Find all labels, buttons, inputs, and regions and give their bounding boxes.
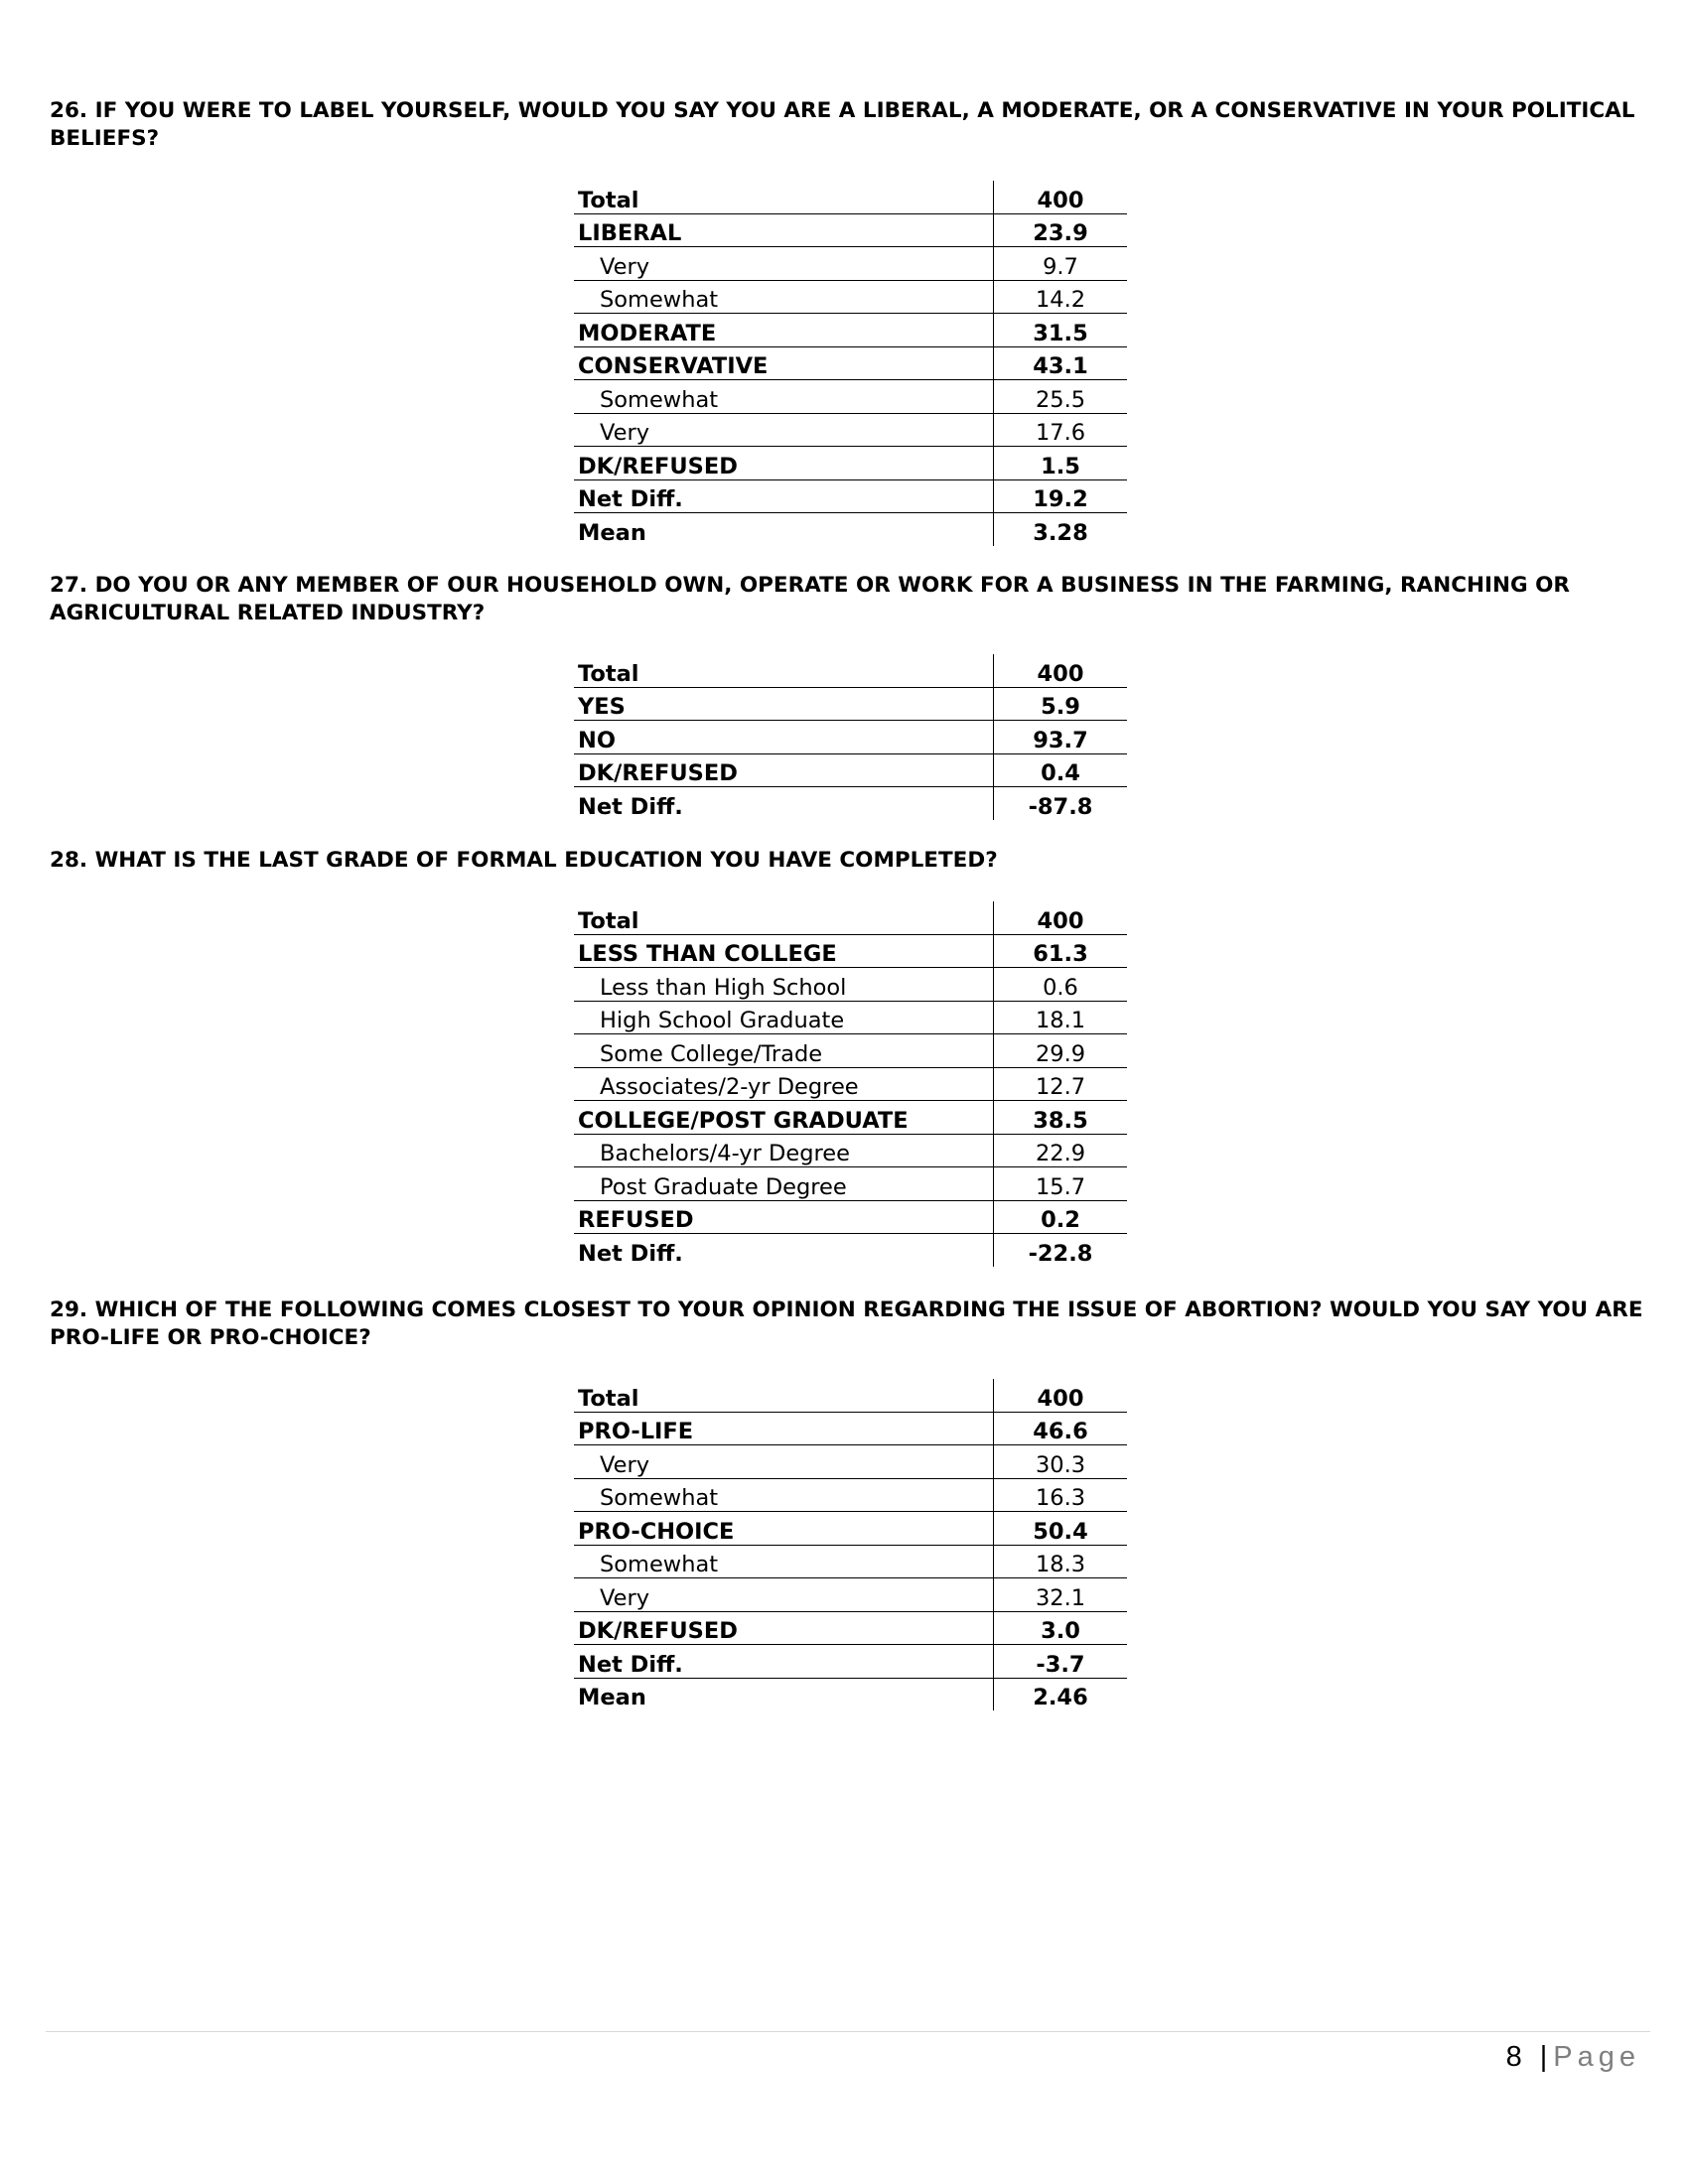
question-28: 28. WHAT IS THE LAST GRADE OF FORMAL EDUCATION YOU HAVE COMPLETED? [50,848,998,873]
table-row [574,280,1127,314]
row-label: Somewhat [574,280,994,314]
row-value: 18.1 [994,1001,1128,1034]
row-value: 12.7 [994,1067,1128,1101]
table-row [574,654,1127,687]
row-value: 32.1 [994,1578,1128,1612]
table-row [574,380,1127,414]
row-label: DK/REFUSED [574,753,994,787]
row-value: 3.0 [994,1611,1128,1645]
row-value: 0.4 [994,753,1128,787]
row-label: Post Graduate Degree [574,1167,994,1201]
table-row [574,1101,1127,1135]
row-value: 50.4 [994,1512,1128,1546]
row-value: 14.2 [994,280,1128,314]
table-row [574,1034,1127,1068]
footer-divider [46,2031,1650,2032]
row-value: -87.8 [994,787,1128,820]
row-value: 17.6 [994,413,1128,447]
footer-separator: | [1539,2041,1548,2073]
row-label: REFUSED [574,1200,994,1234]
row-value: 1.5 [994,447,1128,480]
table-row [574,1645,1127,1679]
row-label: NO [574,721,994,754]
row-label: Net Diff. [578,1240,683,1267]
row-value: 93.7 [994,721,1128,754]
row-label: Somewhat [574,380,994,414]
row-label: High School Graduate [574,1001,994,1034]
row-label: PRO-LIFE [574,1412,994,1445]
table-row [574,753,1127,787]
row-value: 30.3 [994,1445,1128,1479]
row-value: 25.5 [994,380,1128,414]
row-value: 61.3 [994,934,1128,968]
row-value: 3.28 [994,513,1128,546]
row-label: DK/REFUSED [574,1611,994,1645]
results-table-q26 [574,181,1127,546]
table-row [574,1611,1127,1645]
row-label: Associates/2-yr Degree [574,1067,994,1101]
table-row [574,447,1127,480]
row-label: LIBERAL [574,213,994,247]
row-value: 31.5 [994,314,1128,347]
table-row [574,1234,1127,1267]
table-row [574,1379,1127,1412]
table-row [574,247,1127,281]
row-value: 400 [994,181,1128,213]
row-value: -3.7 [994,1645,1128,1679]
row-value: 15.7 [994,1167,1128,1201]
row-label: Total [574,1379,994,1412]
row-value: 43.1 [994,346,1128,380]
row-label: Total [574,181,994,213]
row-label: COLLEGE/POST GRADUATE [574,1101,994,1135]
row-label: DK/REFUSED [574,447,994,480]
row-label: YES [574,687,994,721]
row-value: 29.9 [994,1034,1128,1068]
question-27: 27. DO YOU OR ANY MEMBER OF OUR HOUSEHOLD OWN, OPERATE OR WORK FOR A BUSINESS IN THE FARMING, RANCHING OR AGRICULTURAL RELATED INDUSTRY? [50,573,1570,625]
table-row [574,181,1127,213]
table-row [574,1134,1127,1167]
table-row [574,314,1127,347]
table-row [574,213,1127,247]
row-label: Total [574,901,994,934]
row-value: 0.6 [994,968,1128,1002]
question-29: 29. WHICH OF THE FOLLOWING COMES CLOSEST TO YOUR OPINION REGARDING THE ISSUE OF ABORTION? WOULD YOU SAY YOU ARE PRO-LIFE OR PRO-CHOICE? [50,1297,1643,1350]
row-value: 2.46 [994,1678,1128,1710]
table-row [574,1512,1127,1546]
row-label: LESS THAN COLLEGE [574,934,994,968]
page-footer [1506,2037,1640,2077]
results-table-q28 [574,901,1127,1267]
row-label: Net Diff. [578,793,683,820]
row-label: Somewhat [574,1478,994,1512]
row-label: Total [574,654,994,687]
row-value: 19.2 [994,479,1128,513]
table-row [574,513,1127,546]
row-label: Somewhat [574,1545,994,1578]
row-value: 400 [994,901,1128,934]
row-value: 38.5 [994,1101,1128,1135]
row-label: Very [574,1578,994,1612]
results-table-q27 [574,654,1127,820]
table-row [574,1678,1127,1710]
row-value: 5.9 [994,687,1128,721]
table-row [574,934,1127,968]
page-number: 8 [1505,2041,1522,2073]
table-row [574,1167,1127,1201]
row-label: Some College/Trade [574,1034,994,1068]
row-value: 22.9 [994,1134,1128,1167]
row-label: Very [574,413,994,447]
row-label: Less than High School [574,968,994,1002]
table-row [574,687,1127,721]
row-value: 9.7 [994,247,1128,281]
row-label: Net Diff. [574,1645,994,1679]
row-value: -22.8 [994,1234,1128,1267]
table-row [574,1478,1127,1512]
row-value: 18.3 [994,1545,1128,1578]
results-table-q29 [574,1379,1127,1710]
table-row [574,413,1127,447]
row-label: PRO-CHOICE [574,1512,994,1546]
table-row [574,346,1127,380]
row-label: Very [574,1445,994,1479]
page-label: Page [1553,2041,1640,2073]
table-row [574,1001,1127,1034]
table-row [574,1445,1127,1479]
row-label: Mean [578,519,646,546]
row-value: 46.6 [994,1412,1128,1445]
row-value: 16.3 [994,1478,1128,1512]
table-row [574,1578,1127,1612]
table-row [574,1412,1127,1445]
row-value: 23.9 [994,213,1128,247]
table-row [574,787,1127,820]
table-row [574,479,1127,513]
row-label: Bachelors/4-yr Degree [574,1134,994,1167]
table-row [574,901,1127,934]
row-label: Net Diff. [574,479,994,513]
row-value: 0.2 [994,1200,1128,1234]
row-value: 400 [994,1379,1128,1412]
row-label: MODERATE [574,314,994,347]
table-row [574,1067,1127,1101]
table-row [574,1200,1127,1234]
row-label: Mean [578,1685,646,1710]
table-row [574,968,1127,1002]
table-row [574,721,1127,754]
table-row [574,1545,1127,1578]
row-value: 400 [994,654,1128,687]
row-label: Very [574,247,994,281]
question-26: 26. IF YOU WERE TO LABEL YOURSELF, WOULD YOU SAY YOU ARE A LIBERAL, A MODERATE, OR A CONSERVATIVE IN YOUR POLITICAL BELIEFS? [50,98,1635,151]
row-label: CONSERVATIVE [574,346,994,380]
